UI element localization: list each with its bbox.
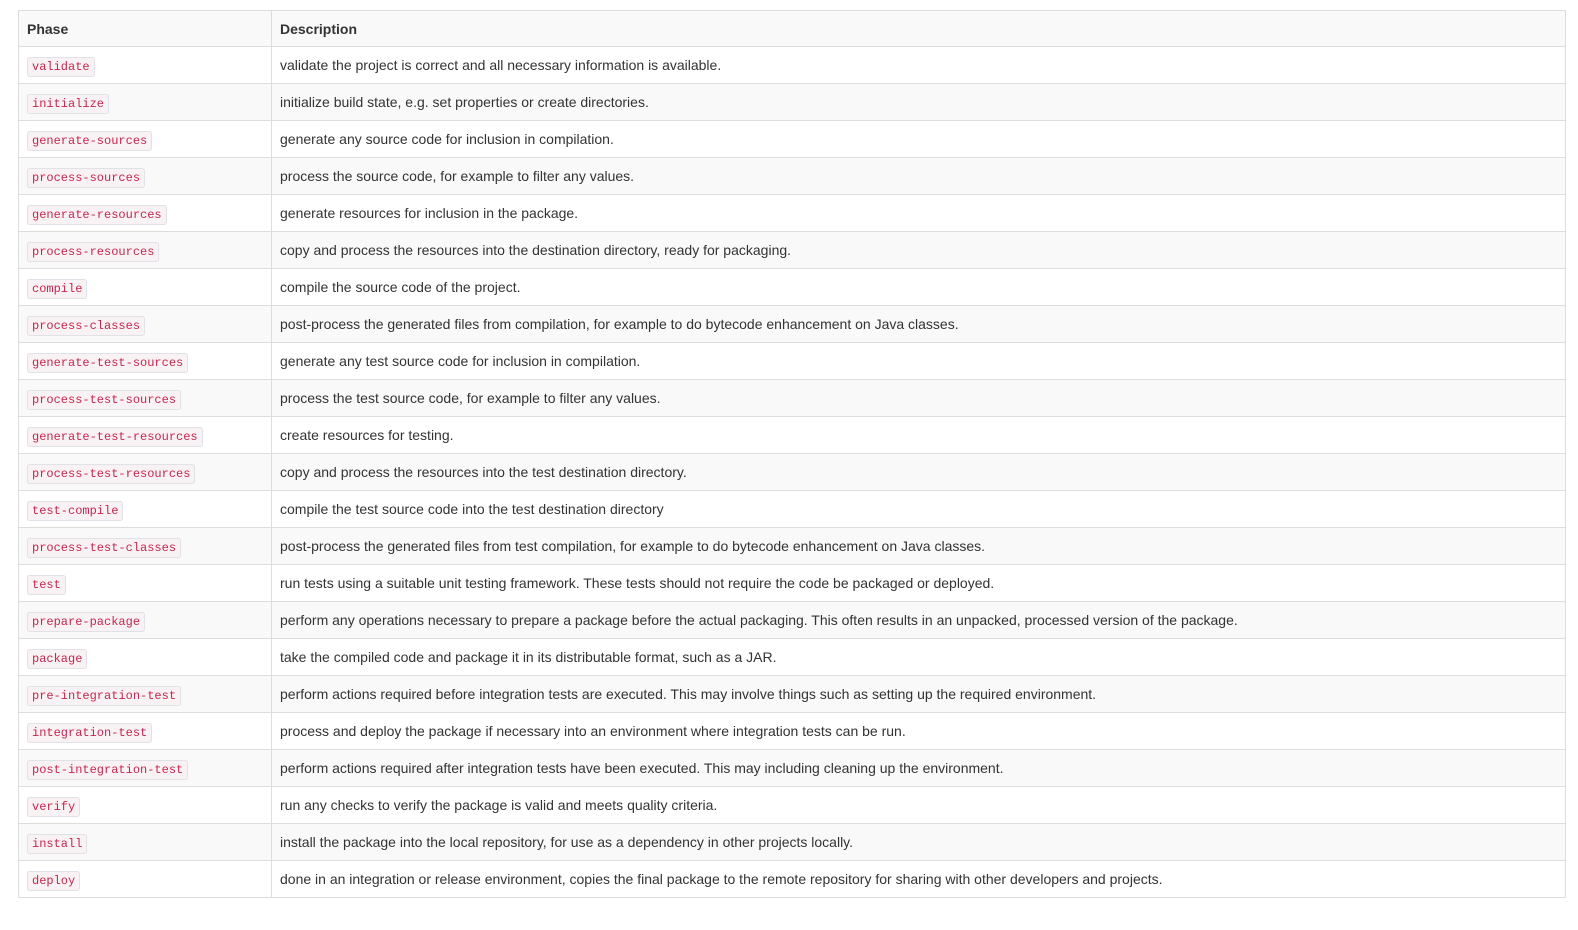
- table-row: [19, 269, 1566, 306]
- table-row: [19, 306, 1566, 343]
- description-cell: take the compiled code and package it in its distributable format, such as a JAR.: [272, 639, 1566, 676]
- description-cell: install the package into the local repository, for use as a dependency in other projects locally.: [272, 824, 1566, 861]
- phase-name: process-resources: [27, 242, 159, 262]
- phase-cell: [19, 639, 272, 676]
- description-cell: copy and process the resources into the destination directory, ready for packaging.: [272, 232, 1566, 269]
- description-cell: validate the project is correct and all necessary information is available.: [272, 47, 1566, 84]
- phase-name: package: [27, 649, 87, 669]
- phase-name: initialize: [27, 94, 109, 114]
- phase-name: process-test-classes: [27, 538, 181, 558]
- phase-name: pre-integration-test: [27, 686, 181, 706]
- phase-name: process-sources: [27, 168, 145, 188]
- phase-name: post-integration-test: [27, 760, 188, 780]
- phase-cell: [19, 750, 272, 787]
- description-cell: generate any test source code for inclusion in compilation.: [272, 343, 1566, 380]
- phase-name: install: [27, 834, 87, 854]
- table-row: [19, 84, 1566, 121]
- phase-cell: [19, 454, 272, 491]
- phase-name: generate-sources: [27, 131, 152, 151]
- description-cell: done in an integration or release environment, copies the final package to the remote repository for sharing with other developers and projects.: [272, 861, 1566, 898]
- description-cell: post-process the generated files from test compilation, for example to do bytecode enhancement on Java classes.: [272, 528, 1566, 565]
- phase-cell: [19, 787, 272, 824]
- phase-name: deploy: [27, 871, 80, 891]
- table-row: [19, 602, 1566, 639]
- table-row: [19, 639, 1566, 676]
- description-cell: process and deploy the package if necessary into an environment where integration tests can be run.: [272, 713, 1566, 750]
- description-cell: generate any source code for inclusion in compilation.: [272, 121, 1566, 158]
- phase-cell: [19, 269, 272, 306]
- description-cell: perform actions required after integration tests have been executed. This may including cleaning up the environment.: [272, 750, 1566, 787]
- description-cell: process the source code, for example to filter any values.: [272, 158, 1566, 195]
- table-row: [19, 491, 1566, 528]
- phase-name: compile: [27, 279, 87, 299]
- phase-name: validate: [27, 57, 95, 77]
- phase-cell: [19, 565, 272, 602]
- description-cell: perform any operations necessary to prepare a package before the actual packaging. This often results in an unpacked, processed version of the package.: [272, 602, 1566, 639]
- phase-cell: [19, 491, 272, 528]
- description-column-header: Description: [272, 11, 1566, 47]
- phase-cell: [19, 602, 272, 639]
- lifecycle-phases-table: [18, 10, 1566, 898]
- description-cell: initialize build state, e.g. set properties or create directories.: [272, 84, 1566, 121]
- phase-name: verify: [27, 797, 80, 817]
- phase-cell: [19, 232, 272, 269]
- table-row: [19, 676, 1566, 713]
- phase-name: generate-test-sources: [27, 353, 188, 373]
- table-body: [19, 47, 1566, 898]
- table-row: [19, 454, 1566, 491]
- phase-cell: [19, 676, 272, 713]
- table-row: [19, 232, 1566, 269]
- description-cell: generate resources for inclusion in the package.: [272, 195, 1566, 232]
- phase-cell: [19, 158, 272, 195]
- phase-cell: [19, 824, 272, 861]
- phase-cell: [19, 861, 272, 898]
- table-row: [19, 195, 1566, 232]
- phase-cell: [19, 84, 272, 121]
- table-row: [19, 824, 1566, 861]
- phase-cell: [19, 713, 272, 750]
- table-row: [19, 713, 1566, 750]
- description-cell: post-process the generated files from compilation, for example to do bytecode enhancement on Java classes.: [272, 306, 1566, 343]
- table-row: [19, 528, 1566, 565]
- phase-name: test: [27, 575, 66, 595]
- phase-cell: [19, 306, 272, 343]
- phase-name: process-classes: [27, 316, 145, 336]
- table-row: [19, 861, 1566, 898]
- phase-name: process-test-sources: [27, 390, 181, 410]
- description-cell: perform actions required before integration tests are executed. This may involve things such as setting up the required environment.: [272, 676, 1566, 713]
- table-row: [19, 750, 1566, 787]
- phase-name: integration-test: [27, 723, 152, 743]
- phase-name: prepare-package: [27, 612, 145, 632]
- table-row: [19, 47, 1566, 84]
- description-cell: process the test source code, for example to filter any values.: [272, 380, 1566, 417]
- phase-cell: [19, 121, 272, 158]
- description-cell: run tests using a suitable unit testing framework. These tests should not require the code be packaged or deployed.: [272, 565, 1566, 602]
- phase-name: generate-test-resources: [27, 427, 203, 447]
- table-row: [19, 158, 1566, 195]
- table-header-row: [19, 11, 1566, 47]
- table-row: [19, 787, 1566, 824]
- table-row: [19, 343, 1566, 380]
- phase-cell: [19, 417, 272, 454]
- phase-cell: [19, 47, 272, 84]
- table-row: [19, 417, 1566, 454]
- phase-cell: [19, 380, 272, 417]
- phase-name: generate-resources: [27, 205, 167, 225]
- description-cell: compile the test source code into the test destination directory: [272, 491, 1566, 528]
- description-cell: create resources for testing.: [272, 417, 1566, 454]
- table-row: [19, 121, 1566, 158]
- table-row: [19, 380, 1566, 417]
- description-cell: copy and process the resources into the test destination directory.: [272, 454, 1566, 491]
- phase-cell: [19, 528, 272, 565]
- phase-name: test-compile: [27, 501, 123, 521]
- phase-cell: [19, 195, 272, 232]
- description-cell: compile the source code of the project.: [272, 269, 1566, 306]
- phase-name: process-test-resources: [27, 464, 195, 484]
- description-cell: run any checks to verify the package is valid and meets quality criteria.: [272, 787, 1566, 824]
- table-row: [19, 565, 1566, 602]
- phase-cell: [19, 343, 272, 380]
- phase-column-header: Phase: [19, 11, 272, 47]
- lifecycle-phases-table-container: [18, 10, 1565, 898]
